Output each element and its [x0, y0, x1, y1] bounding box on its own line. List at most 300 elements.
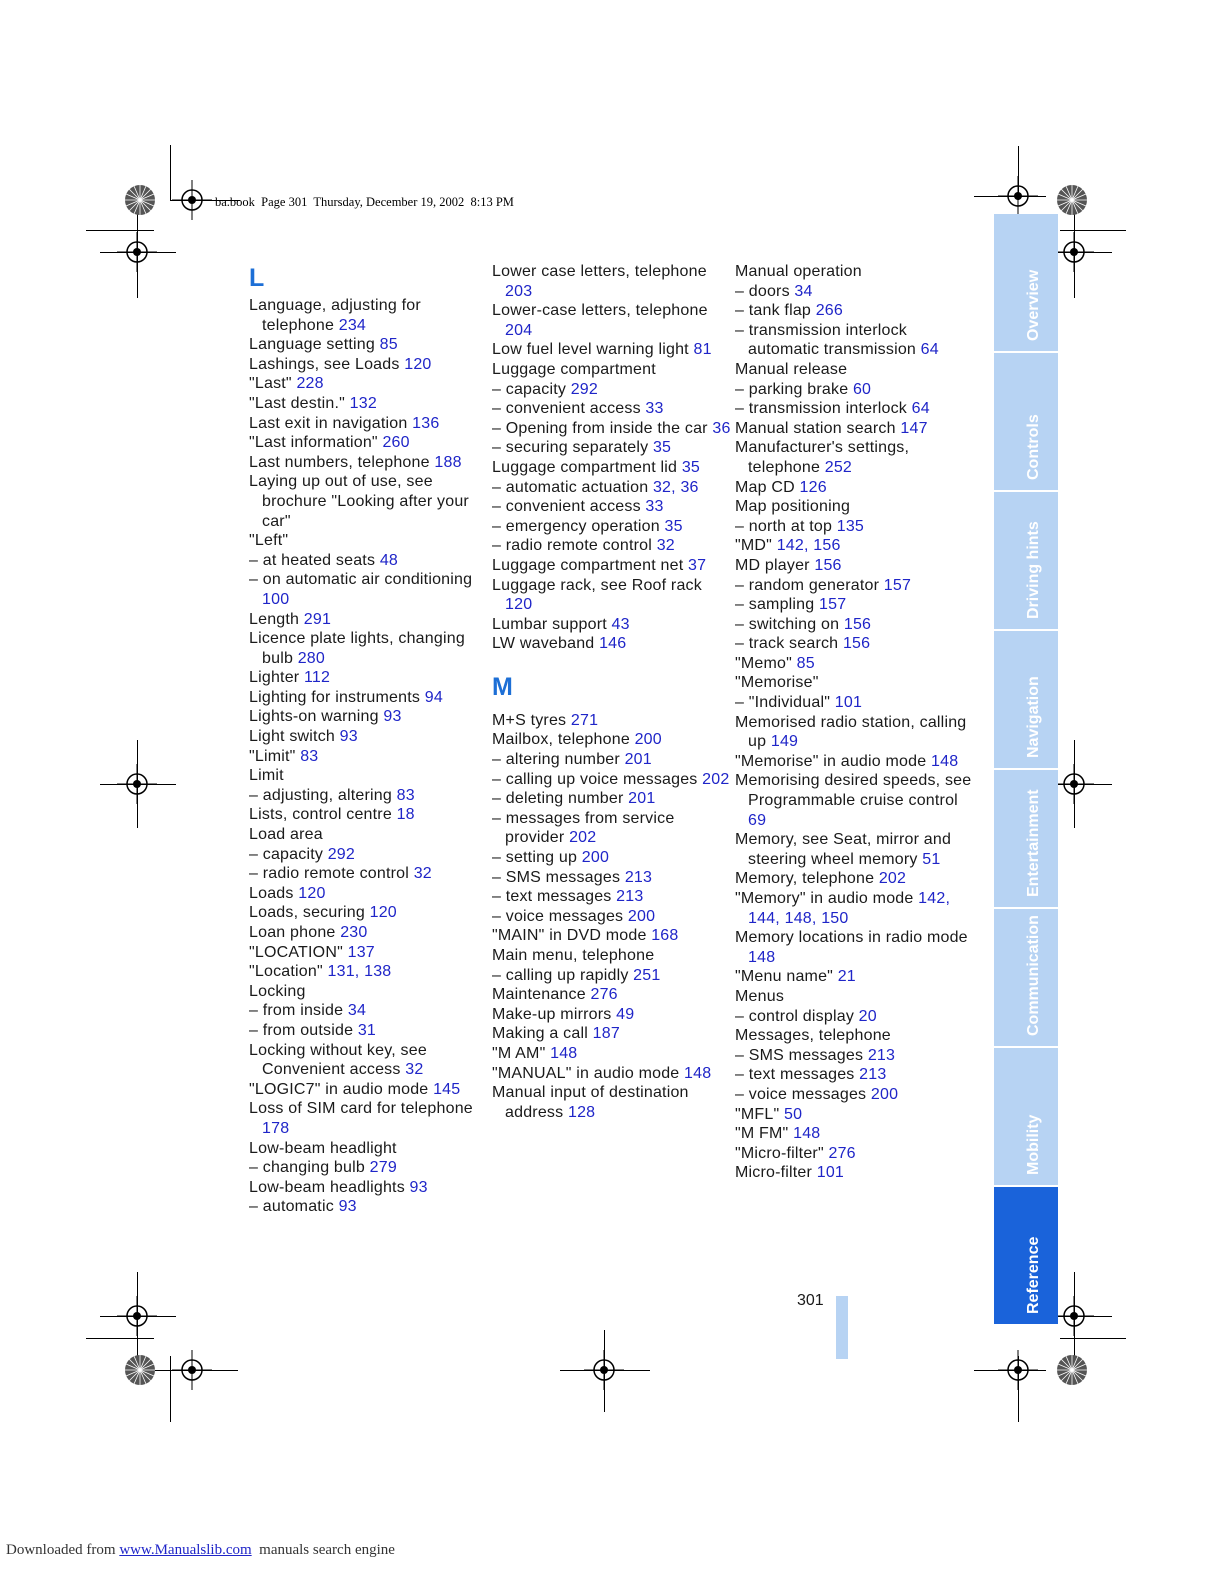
index-term: Loss of SIM card for telephone — [249, 1100, 473, 1118]
page-reference-link[interactable]: 292 — [327, 845, 355, 863]
index-term: Make-up mirrors — [492, 1005, 617, 1023]
index-term: Mailbox, telephone — [492, 731, 635, 749]
index-entry — [735, 1105, 975, 1125]
index-term: – altering number — [492, 751, 625, 769]
page-reference-link[interactable]: 201 — [624, 751, 652, 769]
index-term: MD player — [735, 556, 815, 574]
index-entry — [735, 830, 975, 869]
page-reference-link[interactable]: 202 — [878, 870, 907, 888]
page-reference-link[interactable]: 148 — [550, 1044, 578, 1062]
index-term: Loads, securing — [249, 904, 370, 922]
page-reference-link[interactable]: 148 — [784, 909, 812, 927]
tab-label: Mobility — [1025, 1114, 1042, 1175]
registration-target-icon — [998, 1350, 1038, 1390]
index-term: Menus — [735, 987, 785, 1005]
page-reference-link[interactable]: 200 — [634, 731, 662, 749]
index-term: Memory, telephone — [735, 870, 879, 888]
index-term: Manual release — [735, 360, 848, 378]
index-entry — [249, 727, 489, 747]
page-reference-link[interactable]: 202 — [702, 770, 730, 788]
index-term: – control display — [735, 1007, 859, 1025]
page-reference-link[interactable]: 201 — [628, 790, 656, 808]
page-reference-link[interactable]: 200 — [581, 849, 610, 867]
index-term: Manufacturer's settings, telephone — [735, 439, 910, 476]
index-entry — [492, 497, 732, 517]
index-entry — [492, 868, 732, 888]
page-reference-link[interactable]: 202 — [569, 829, 597, 847]
page-reference-link[interactable]: 204 — [505, 321, 533, 339]
page-number-bar — [836, 1296, 848, 1359]
index-entry — [735, 282, 975, 302]
index-term: – random generator — [735, 576, 884, 594]
index-entry — [249, 472, 489, 531]
page-reference-link[interactable]: 37 — [688, 556, 707, 574]
page-reference-link[interactable]: 126 — [799, 478, 827, 496]
page-reference-link[interactable]: 120 — [404, 355, 432, 373]
index-term: Licence plate lights, changing bulb — [249, 630, 465, 667]
index-entry — [735, 419, 975, 439]
index-entry — [492, 615, 732, 635]
index-term: Memorising desired speeds, see Programmable cruise control — [735, 772, 972, 810]
index-entry — [492, 809, 732, 848]
index-entry — [249, 1099, 489, 1138]
index-term: – switching on — [735, 615, 844, 633]
footer-prefix: Downloaded from — [6, 1542, 120, 1558]
index-entry — [735, 380, 975, 400]
index-term: Making a call — [492, 1025, 593, 1043]
page-reference-link[interactable]: 279 — [369, 1159, 397, 1177]
page-reference-link[interactable]: 64 — [920, 341, 939, 359]
index-term: Map positioning — [735, 498, 851, 516]
page-reference-link[interactable]: 48 — [379, 551, 399, 569]
print-header: ba.book Page 301 Thursday, December 19, 2002 8:13 PM — [215, 195, 514, 209]
page-reference-link[interactable]: 132 — [349, 394, 377, 412]
index-entry — [735, 1163, 975, 1183]
index-term: – SMS messages — [735, 1046, 868, 1064]
index-entry — [735, 634, 975, 654]
index-entry — [249, 335, 489, 355]
page-reference-link[interactable]: 228 — [296, 375, 324, 393]
index-term: – messages from service provider — [492, 809, 675, 847]
index-term: Lower case letters, telephone — [492, 263, 707, 280]
page-reference-link[interactable]: 20 — [858, 1007, 877, 1025]
index-entry — [249, 1001, 489, 1021]
page-reference-link[interactable]: 148 — [931, 752, 959, 770]
index-term: Lighter — [249, 669, 304, 687]
index-entry — [492, 1044, 732, 1064]
index-term: – calling up voice messages — [492, 770, 703, 788]
registration-target-icon — [1054, 764, 1094, 804]
page-reference-link[interactable]: 36 — [680, 478, 699, 496]
index-term: "Memorise" — [735, 674, 819, 692]
page-reference-link[interactable]: 271 — [570, 711, 599, 729]
index-entry — [735, 1144, 975, 1164]
page-reference-link[interactable]: 128 — [567, 1103, 596, 1121]
page-reference-link[interactable]: 200 — [870, 1085, 899, 1103]
page-reference-link[interactable]: 93 — [339, 728, 358, 746]
index-entry — [492, 848, 732, 868]
page-ref-separator: , — [945, 890, 951, 907]
page-reference-link[interactable]: 168 — [651, 927, 679, 945]
page-reference-link[interactable]: 280 — [297, 649, 325, 667]
tab-communication[interactable] — [994, 909, 1058, 1046]
page-reference-link[interactable]: 120 — [505, 596, 533, 614]
index-term: – transmission interlock automatic transmission — [735, 321, 921, 359]
index-term: Laying up out of use, see brochure "Looking after your car" — [249, 473, 469, 530]
page-reference-link[interactable]: 234 — [338, 316, 367, 334]
index-entry — [735, 1007, 975, 1027]
index-entry — [492, 711, 732, 731]
page-reference-link[interactable]: 136 — [412, 414, 440, 432]
index-entry — [492, 380, 732, 400]
index-term: – setting up — [492, 849, 582, 867]
index-entry — [735, 987, 975, 1007]
index-term: Manual input of destination address — [492, 1084, 689, 1121]
index-entry — [249, 884, 489, 904]
index-term: – radio remote control — [492, 537, 657, 555]
index-term: "Memo" — [735, 654, 797, 672]
index-term: "LOGIC7" in audio mode — [249, 1080, 434, 1098]
footer-link[interactable]: www.Manualslib.com — [119, 1542, 252, 1558]
index-entry — [735, 889, 975, 928]
index-entry — [249, 1178, 489, 1198]
page-reference-link[interactable]: 49 — [616, 1005, 635, 1023]
index-term: Luggage compartment lid — [492, 458, 682, 476]
page-reference-link[interactable]: 148 — [684, 1064, 712, 1082]
page-reference-link[interactable]: 149 — [770, 733, 799, 751]
page-reference-link[interactable]: 213 — [867, 1046, 896, 1064]
page-ref-separator: , — [671, 478, 681, 496]
index-term: Limit — [249, 767, 284, 785]
page-reference-link[interactable]: 93 — [409, 1178, 428, 1196]
page-reference-link[interactable]: 32 — [652, 478, 672, 496]
index-entry — [735, 517, 975, 537]
page-reference-link[interactable]: 120 — [298, 884, 326, 902]
index-section-letter: M — [492, 672, 514, 701]
tab-driving-hints[interactable] — [994, 492, 1058, 629]
index-term: Maintenance — [492, 986, 591, 1004]
index-term: – capacity — [492, 380, 571, 398]
index-entry — [735, 536, 975, 556]
index-entry — [735, 673, 975, 693]
index-term: – capacity — [249, 845, 328, 863]
page-reference-link[interactable]: 291 — [303, 610, 332, 628]
page-reference-link[interactable]: 83 — [300, 747, 319, 765]
index-entry — [249, 1158, 489, 1178]
index-term: – parking brake — [735, 380, 853, 398]
page-reference-link[interactable]: 120 — [369, 904, 397, 922]
index-term: – at heated seats — [249, 551, 380, 569]
index-term: Micro-filter — [735, 1164, 817, 1182]
page-reference-link[interactable]: 138 — [364, 963, 392, 981]
index-entry — [492, 634, 732, 654]
page-reference-link[interactable]: 18 — [396, 806, 415, 824]
index-entry — [735, 360, 975, 380]
page-reference-link[interactable]: 276 — [590, 986, 618, 1004]
page-reference-link[interactable]: 156 — [843, 615, 872, 633]
page-reference-link[interactable]: 94 — [424, 688, 443, 706]
index-term: – adjusting, altering — [249, 786, 397, 804]
index-term: – text messages — [735, 1066, 860, 1084]
index-term: – from outside — [249, 1021, 358, 1039]
page-reference-link[interactable]: 32 — [405, 1061, 424, 1079]
page-reference-link[interactable]: 33 — [645, 400, 664, 418]
index-entry — [735, 1065, 975, 1085]
page-reference-link[interactable]: 252 — [824, 458, 853, 476]
index-entry — [249, 786, 489, 806]
index-entry — [492, 770, 732, 790]
index-term: Luggage rack, see Roof rack — [492, 576, 702, 594]
page-reference-link[interactable]: 276 — [828, 1144, 856, 1162]
page-reference-link[interactable]: 101 — [816, 1164, 845, 1182]
index-term: "Limit" — [249, 747, 301, 765]
index-term: "Memory" in audio mode — [735, 890, 919, 907]
download-footer — [6, 1542, 395, 1559]
page-reference-link[interactable]: 148 — [793, 1125, 821, 1143]
index-term: "Last" — [249, 375, 297, 393]
index-entry — [735, 438, 975, 477]
page-reference-link[interactable]: 31 — [357, 1021, 377, 1039]
page-reference-link[interactable]: 178 — [262, 1119, 290, 1137]
index-term: Locking without key, see Convenient access — [249, 1041, 427, 1079]
index-term: – "Individual" — [735, 694, 835, 712]
page-reference-link[interactable]: 34 — [794, 282, 813, 300]
tab-overview[interactable] — [994, 214, 1058, 351]
index-term: – deleting number — [492, 790, 629, 808]
index-term: "Memorise" in audio mode — [735, 752, 931, 770]
page-reference-link[interactable]: 60 — [852, 380, 872, 398]
index-term: Main menu, telephone — [492, 947, 655, 964]
page-reference-link[interactable]: 101 — [834, 694, 863, 712]
index-term: Lists, control centre — [249, 806, 397, 824]
index-entry — [249, 610, 489, 630]
tab-label: Communication — [1025, 915, 1042, 1036]
page-reference-link[interactable]: 150 — [821, 909, 849, 927]
index-entry — [492, 458, 732, 478]
index-term: "LOCATION" — [249, 943, 348, 961]
page-reference-link[interactable]: 21 — [837, 968, 856, 986]
page-reference-link[interactable]: 188 — [434, 453, 462, 471]
page-reference-link[interactable]: 33 — [645, 498, 664, 516]
index-term: "Micro-filter" — [735, 1144, 829, 1162]
index-entry — [249, 845, 489, 865]
index-term: – convenient access — [492, 498, 646, 516]
page-reference-link[interactable]: 156 — [842, 635, 871, 653]
tab-label: Controls — [1025, 414, 1042, 480]
index-term: – on automatic air conditioning — [249, 571, 473, 589]
index-entry — [492, 926, 732, 946]
index-entry — [492, 946, 732, 966]
page-reference-link[interactable]: 50 — [784, 1105, 803, 1123]
page-reference-link[interactable]: 93 — [338, 1198, 357, 1216]
index-term: – SMS messages — [492, 868, 625, 886]
index-term: Loads — [249, 884, 299, 902]
index-term: "Location" — [249, 963, 328, 981]
page-reference-link[interactable]: 34 — [347, 1002, 367, 1020]
index-entry — [249, 943, 489, 963]
index-entry — [249, 688, 489, 708]
page-reference-link[interactable]: 131 — [327, 963, 355, 981]
index-term: Low-beam headlight — [249, 1139, 397, 1157]
page-reference-link[interactable]: 146 — [599, 635, 627, 653]
color-wheel-mark-icon — [124, 184, 156, 216]
registration-target-icon — [1054, 232, 1094, 272]
index-entry — [492, 1064, 732, 1084]
index-term: "M FM" — [735, 1125, 794, 1143]
index-section-letter: L — [249, 264, 265, 292]
page-reference-link[interactable]: 157 — [819, 596, 847, 614]
index-entry — [249, 296, 489, 335]
tab-entertainment[interactable] — [994, 770, 1058, 907]
page-reference-link[interactable]: 187 — [592, 1025, 620, 1043]
index-entry — [735, 693, 975, 713]
page-reference-link[interactable]: 230 — [340, 924, 368, 941]
index-term: – automatic actuation — [492, 478, 653, 496]
tab-mobility[interactable] — [994, 1048, 1058, 1185]
index-entry — [249, 805, 489, 825]
index-entry — [249, 825, 489, 845]
page-reference-link[interactable]: 266 — [815, 302, 843, 320]
page-reference-link[interactable]: 35 — [652, 439, 672, 457]
index-entry — [492, 907, 732, 927]
page-reference-link[interactable]: 35 — [664, 517, 683, 535]
index-term: Manual operation — [735, 263, 862, 280]
page-reference-link[interactable]: 69 — [748, 811, 767, 829]
page-reference-link[interactable]: 36 — [712, 419, 731, 437]
index-entry — [249, 1021, 489, 1041]
index-entry — [249, 551, 489, 571]
page-reference-link[interactable]: 148 — [748, 948, 776, 966]
page-reference-link[interactable]: 93 — [383, 708, 402, 726]
page-reference-link[interactable]: 64 — [911, 400, 930, 418]
index-entry — [492, 1024, 732, 1044]
index-term: "MFL" — [735, 1105, 785, 1123]
index-term: "MANUAL" in audio mode — [492, 1064, 685, 1082]
index-term: – text messages — [492, 888, 617, 906]
index-entry — [735, 615, 975, 635]
index-entry — [492, 750, 732, 770]
page-reference-link[interactable]: 81 — [693, 341, 712, 359]
page-reference-link[interactable]: 200 — [627, 907, 656, 925]
index-term: – sampling — [735, 596, 820, 614]
page-reference-link[interactable]: 213 — [859, 1066, 887, 1084]
tab-controls[interactable] — [994, 353, 1058, 490]
page-reference-link[interactable]: 156 — [814, 556, 842, 574]
index-term: Length — [249, 610, 304, 628]
index-entry — [249, 570, 489, 609]
page-reference-link[interactable]: 203 — [505, 282, 533, 300]
index-column-1 — [249, 262, 489, 1217]
index-entry — [735, 321, 975, 360]
page-ref-separator: , — [354, 963, 365, 981]
index-entry — [492, 966, 732, 986]
registration-target-icon — [1054, 1296, 1094, 1336]
page-reference-link[interactable]: 32 — [656, 537, 675, 555]
index-term: – calling up rapidly — [492, 966, 634, 984]
index-entry — [735, 1026, 975, 1046]
index-entry — [735, 556, 975, 576]
page-reference-link[interactable]: 135 — [836, 517, 865, 535]
tab-reference[interactable] — [994, 1187, 1058, 1324]
page-reference-link[interactable]: 213 — [616, 888, 644, 906]
page-reference-link[interactable]: 112 — [303, 669, 331, 687]
page-reference-link[interactable]: 85 — [796, 654, 815, 672]
page-reference-link[interactable]: 157 — [883, 576, 912, 594]
color-wheel-mark-icon — [1056, 184, 1088, 216]
registration-target-icon — [172, 1350, 212, 1390]
page-reference-link[interactable]: 100 — [262, 590, 290, 608]
page-reference-link[interactable]: 51 — [922, 850, 941, 868]
index-term: – radio remote control — [249, 865, 414, 883]
page-ref-separator: , — [811, 909, 822, 927]
page-reference-link[interactable]: 83 — [396, 786, 415, 804]
index-term: – transmission interlock — [735, 400, 912, 418]
index-term: – Opening from inside the car — [492, 419, 713, 437]
index-entry — [735, 654, 975, 674]
page-reference-link[interactable]: 142 — [776, 537, 804, 555]
index-entry — [492, 730, 732, 750]
page-reference-link[interactable]: 147 — [900, 419, 928, 437]
page-reference-link[interactable]: 85 — [379, 336, 398, 354]
index-entry — [735, 576, 975, 596]
page-reference-link[interactable]: 144 — [748, 909, 776, 927]
index-entry — [249, 747, 489, 767]
index-entry — [492, 399, 732, 419]
index-entry — [249, 864, 489, 884]
page-reference-link[interactable]: 43 — [611, 615, 630, 633]
page-ref-separator: , — [775, 909, 785, 927]
index-entry — [735, 869, 975, 889]
index-term: M+S tyres — [492, 711, 571, 729]
index-entry — [735, 497, 975, 517]
index-term: Low-beam headlights — [249, 1178, 410, 1196]
page-reference-link[interactable]: 142 — [918, 890, 946, 907]
page-number: 301 — [797, 1292, 824, 1309]
index-term: Messages, telephone — [735, 1027, 891, 1045]
index-term: Low fuel level warning light — [492, 341, 694, 359]
index-term: – from inside — [249, 1002, 348, 1020]
index-term: Loan phone — [249, 924, 341, 941]
index-term: "Last destin." — [249, 394, 350, 412]
page-reference-link[interactable]: 32 — [413, 865, 432, 883]
index-term: Manual station search — [735, 419, 901, 437]
index-term: – emergency operation — [492, 517, 665, 535]
index-entry — [735, 713, 975, 752]
page-reference-link[interactable]: 260 — [382, 434, 410, 452]
page-reference-link[interactable]: 292 — [570, 380, 598, 398]
index-entry — [492, 438, 732, 458]
index-term: Luggage compartment net — [492, 556, 689, 574]
index-term: "MAIN" in DVD mode — [492, 927, 652, 945]
index-column-3 — [735, 262, 975, 1183]
index-term: LW waveband — [492, 635, 600, 653]
tab-navigation[interactable] — [994, 631, 1058, 768]
registration-target-icon — [172, 180, 212, 220]
page-reference-link[interactable]: 213 — [624, 868, 653, 886]
page-reference-link[interactable]: 35 — [681, 458, 701, 476]
page-reference-link[interactable]: 156 — [813, 537, 841, 555]
page-reference-link[interactable]: 145 — [433, 1080, 461, 1098]
tab-label: Overview — [1025, 269, 1042, 341]
index-term: Lights-on warning — [249, 708, 384, 726]
index-entry — [249, 923, 489, 943]
page-reference-link[interactable]: 251 — [633, 966, 661, 984]
registration-target-icon — [584, 1350, 624, 1390]
color-wheel-mark-icon — [1056, 1354, 1088, 1386]
page-reference-link[interactable]: 137 — [347, 943, 375, 961]
index-entry — [492, 576, 732, 615]
index-entry — [735, 595, 975, 615]
